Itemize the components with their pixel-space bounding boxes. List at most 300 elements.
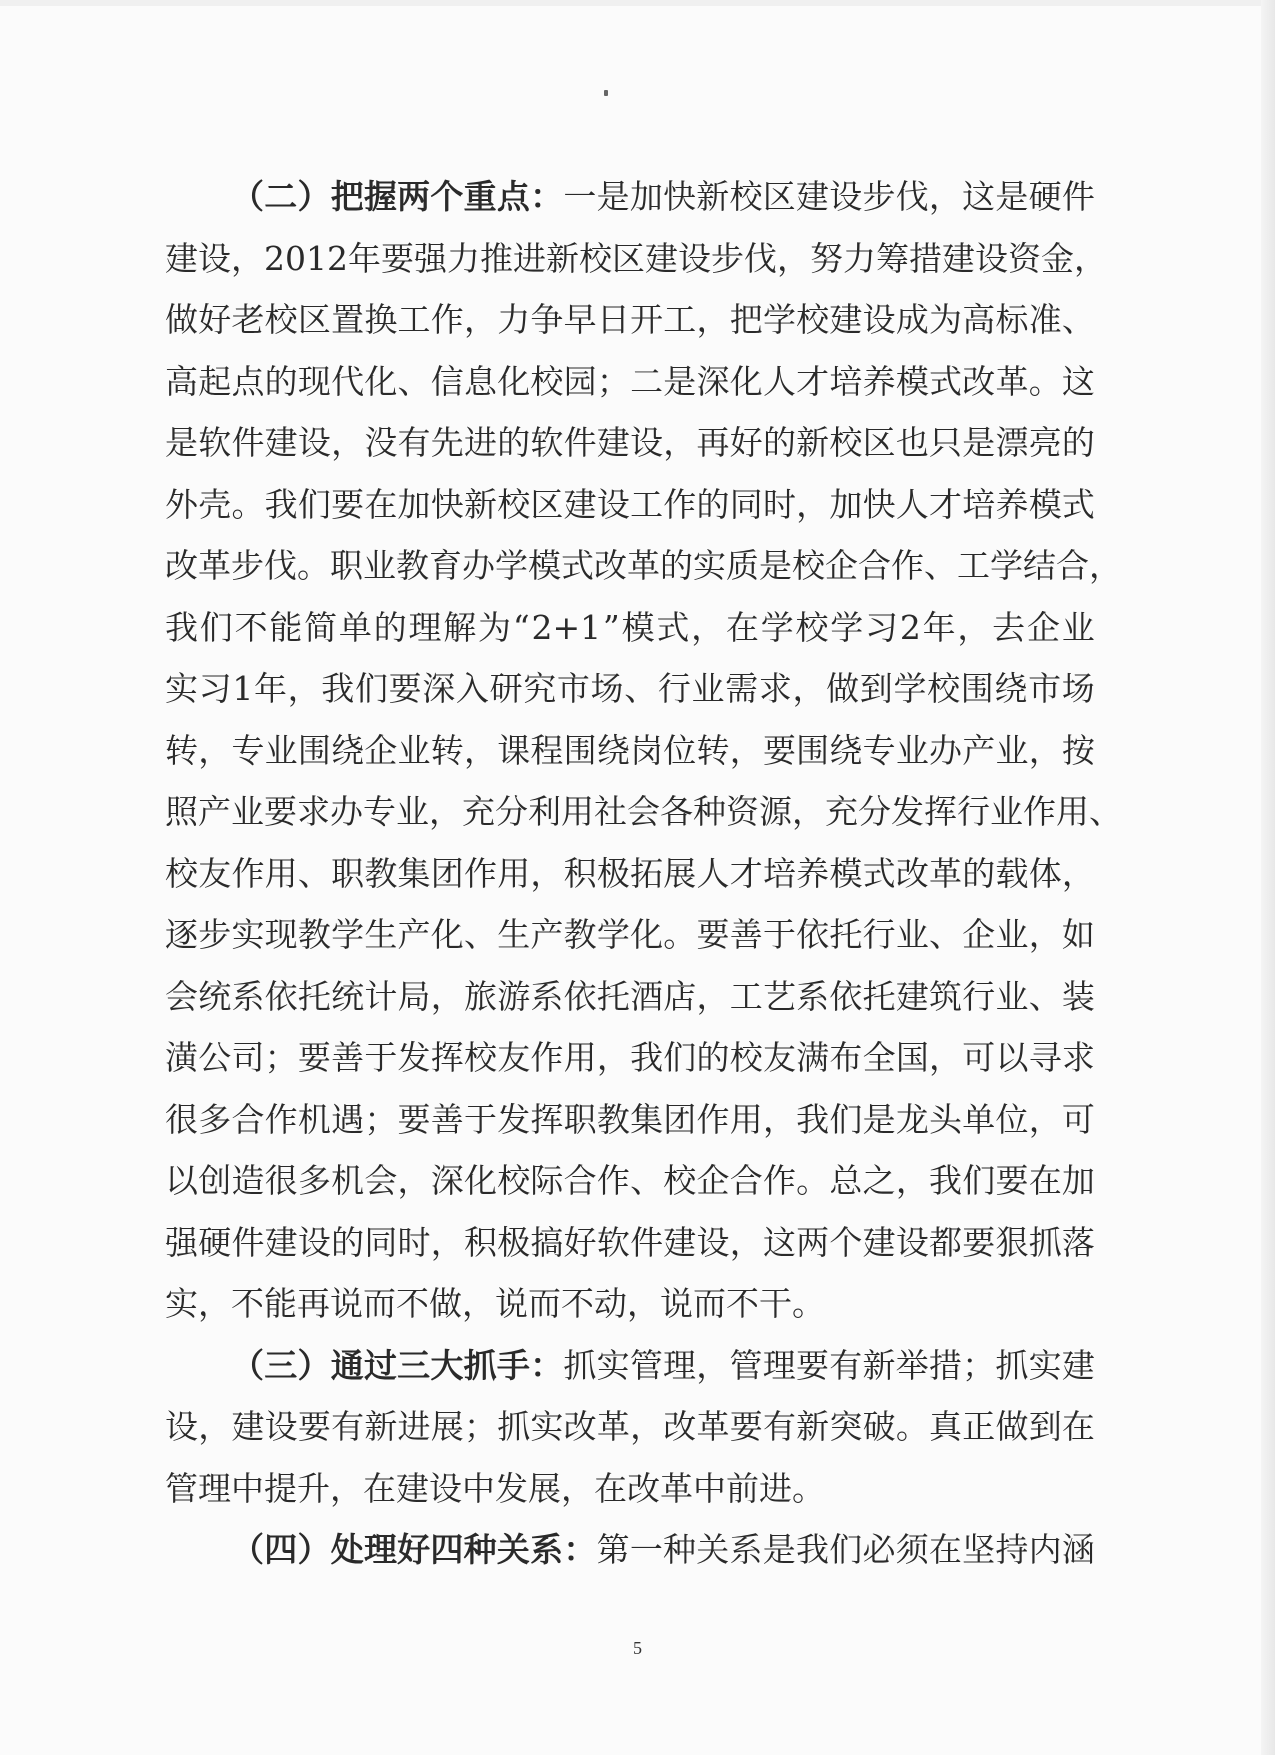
text-glyph: 我: [630, 1038, 664, 1077]
text-glyph: ；: [264, 1038, 298, 1077]
text-glyph: 进: [397, 1407, 431, 1446]
text-glyph: ”: [602, 607, 620, 647]
text-glyph: ，: [430, 1222, 464, 1262]
text-line: [165, 474, 1095, 536]
text-glyph: 的: [696, 484, 730, 524]
text-glyph: 友: [762, 1038, 796, 1077]
text-glyph: 而: [363, 1284, 396, 1323]
text-glyph: 管: [729, 1345, 763, 1385]
text-glyph: 模: [621, 607, 655, 647]
text-glyph: 2: [899, 607, 921, 647]
text-glyph: 2012: [264, 238, 348, 278]
text-glyph: 实: [693, 546, 726, 585]
text-glyph: 充: [462, 792, 495, 831]
text-glyph: 合: [729, 1161, 763, 1200]
text-glyph: 二: [630, 361, 664, 401]
page-number: 5: [633, 1638, 642, 1658]
text-glyph: 个: [829, 1222, 863, 1262]
text-glyph: 金: [1040, 238, 1074, 278]
text-glyph: 前: [726, 1468, 759, 1508]
text-glyph: 成: [895, 300, 929, 339]
text-glyph: 伐: [895, 177, 929, 216]
text-glyph: 于: [762, 915, 796, 954]
text-glyph: 是: [862, 1099, 896, 1139]
text-glyph: 时: [397, 1222, 431, 1262]
text-glyph: 改: [962, 361, 996, 401]
text-glyph: 友: [497, 1038, 531, 1077]
text-glyph: 作: [430, 300, 464, 339]
text-glyph: 建: [1061, 1345, 1095, 1385]
text-glyph: 工: [957, 546, 990, 585]
text-glyph: 统: [331, 976, 365, 1016]
text-glyph: 突: [829, 1407, 863, 1446]
text-glyph: 、: [397, 361, 431, 401]
text-glyph: ，: [331, 423, 365, 462]
text-glyph: 总: [829, 1161, 863, 1200]
text-glyph: 会: [627, 792, 660, 831]
text-glyph: 是: [762, 1530, 796, 1569]
text-glyph: 单: [338, 607, 372, 647]
text-glyph: 建: [264, 423, 298, 462]
text-glyph: 。: [297, 546, 330, 585]
text-glyph: 也: [895, 423, 929, 462]
text-glyph: 教: [396, 546, 429, 585]
text-glyph: 高: [962, 300, 996, 339]
text-glyph: 的: [373, 607, 407, 647]
text-glyph: 用: [1056, 792, 1089, 831]
heading-glyph: 两: [397, 177, 431, 216]
text-glyph: 合: [563, 1161, 597, 1200]
text-glyph: 的: [962, 853, 996, 893]
heading-glyph: 握: [363, 177, 397, 216]
text-glyph: 正: [962, 1407, 996, 1446]
text-glyph: 革: [198, 546, 231, 585]
text-glyph: 高: [165, 361, 198, 401]
text-glyph: 现: [297, 361, 331, 401]
text-glyph: 作: [696, 1099, 730, 1139]
text-glyph: 学: [830, 607, 864, 647]
text-line: [165, 1396, 1095, 1458]
text-glyph: ，: [1089, 546, 1122, 585]
text-glyph: 说: [495, 1284, 528, 1323]
text-glyph: 业: [990, 792, 1023, 831]
text-glyph: 专: [231, 730, 265, 770]
text-glyph: 载: [995, 853, 1029, 893]
text-glyph: ，: [729, 1222, 763, 1262]
text-glyph: 围: [960, 669, 994, 708]
text-glyph: ，: [929, 1038, 963, 1077]
text-glyph: 于: [463, 1099, 497, 1139]
text-glyph: 好: [563, 1222, 597, 1262]
text-glyph: 改: [165, 546, 198, 585]
text-glyph: 们: [663, 1038, 697, 1077]
text-glyph: 一: [563, 177, 597, 216]
text-glyph: 解: [443, 607, 477, 647]
text-glyph: ，: [762, 1099, 796, 1139]
text-glyph: 很: [264, 1161, 298, 1200]
text-glyph: 求: [297, 792, 330, 831]
text-glyph: 可: [1061, 1099, 1095, 1139]
text-glyph: 强: [165, 1222, 198, 1262]
text-glyph: 们: [962, 1161, 996, 1200]
text-line: [165, 966, 1095, 1028]
text-glyph: 步: [198, 915, 232, 954]
text-glyph: 建: [563, 484, 597, 524]
text-glyph: 产: [397, 915, 431, 954]
heading-glyph: （: [231, 1530, 264, 1569]
text-glyph: 求: [1061, 1038, 1095, 1077]
text-glyph: 业: [397, 730, 431, 770]
text-glyph: 、: [630, 1161, 664, 1200]
text-glyph: 的: [696, 1038, 730, 1077]
text-glyph: ，: [397, 1161, 431, 1200]
text-glyph: 艺: [762, 976, 796, 1016]
heading-glyph: 抓: [463, 1345, 497, 1385]
text-glyph: 做: [995, 1407, 1029, 1446]
text-glyph: 要: [380, 238, 414, 278]
text-glyph: 再: [696, 423, 730, 462]
text-glyph: 时: [762, 484, 796, 524]
text-glyph: 化: [430, 915, 464, 954]
text-glyph: 资: [1007, 238, 1041, 278]
text-glyph: 作: [596, 1161, 630, 1200]
heading-glyph: 点: [496, 177, 530, 216]
text-glyph: 步: [231, 546, 264, 585]
text-glyph: 壳: [198, 484, 232, 524]
text-glyph: 管: [165, 1468, 198, 1508]
text-glyph: 我: [264, 484, 298, 524]
text-glyph: 拓: [630, 853, 664, 893]
text-glyph: 在: [1061, 1407, 1095, 1446]
text-glyph: 新: [862, 1345, 896, 1385]
text-glyph: ，: [696, 1345, 730, 1385]
text-glyph: 校: [792, 546, 825, 585]
text-glyph: 设: [297, 1222, 331, 1262]
text-glyph: ，: [231, 238, 264, 278]
text-glyph: 新: [796, 1407, 830, 1446]
text-glyph: 学: [596, 915, 630, 954]
text-glyph: ，: [530, 853, 564, 893]
text-glyph: 遇: [331, 1099, 365, 1139]
text-glyph: 在: [725, 607, 759, 647]
text-glyph: 工: [663, 300, 697, 339]
text-glyph: 公: [198, 1038, 232, 1077]
text-glyph: 用: [264, 853, 298, 893]
text-glyph: ，: [1028, 730, 1062, 770]
text-glyph: 善: [331, 1038, 365, 1077]
text-glyph: 绕: [829, 730, 863, 770]
text-glyph: 两: [796, 1222, 830, 1262]
text-glyph: 新: [364, 1407, 398, 1446]
text-line: [165, 351, 1095, 413]
text-glyph: 生: [364, 915, 398, 954]
heading-glyph: ：: [530, 177, 564, 216]
text-glyph: 硬: [198, 1222, 232, 1262]
text-glyph: 学: [495, 546, 528, 585]
text-glyph: 围: [563, 730, 597, 770]
text-glyph: 托: [297, 976, 331, 1016]
text-glyph: 企: [1026, 607, 1060, 647]
text-glyph: 动: [594, 1284, 627, 1323]
text-glyph: 落: [1061, 1222, 1095, 1262]
text-glyph: 合: [1056, 546, 1089, 585]
text-glyph: 友: [198, 853, 232, 893]
text-line: [165, 597, 1095, 659]
text-glyph: 内: [1028, 1530, 1062, 1569]
text-glyph: 业: [995, 976, 1029, 1016]
text-glyph: 同: [729, 484, 763, 524]
text-glyph: 、: [463, 915, 497, 954]
text-glyph: 团: [430, 853, 464, 893]
text-glyph: 际: [530, 1161, 564, 1200]
text-glyph: 求: [758, 669, 792, 708]
text-glyph: 学: [760, 607, 794, 647]
text-glyph: 以: [165, 1161, 198, 1200]
text-glyph: 学: [331, 915, 365, 954]
text-glyph: 做: [826, 669, 860, 708]
text-glyph: 要: [397, 1099, 431, 1139]
text-glyph: 信: [430, 361, 464, 401]
text-glyph: 现: [264, 915, 298, 954]
text-glyph: 行: [657, 669, 691, 708]
text-glyph: 的: [762, 423, 796, 462]
text-glyph: 我: [321, 669, 355, 708]
text-glyph: 体: [1028, 853, 1062, 893]
heading-glyph: ）: [297, 1530, 331, 1569]
text-glyph: 会: [165, 976, 198, 1016]
text-glyph: ，: [776, 238, 810, 278]
text-glyph: 件: [231, 423, 265, 462]
text-glyph: 作: [463, 853, 497, 893]
text-glyph: 是: [995, 177, 1029, 216]
text-glyph: 建: [941, 238, 975, 278]
text-glyph: 校: [729, 177, 763, 216]
text-glyph: 转: [430, 730, 464, 770]
text-glyph: 要: [388, 669, 422, 708]
text-glyph: 入: [455, 669, 489, 708]
text-glyph: 要: [729, 1407, 763, 1446]
text-glyph: 业: [995, 915, 1029, 954]
text-glyph: 积: [563, 853, 597, 893]
text-glyph: 建: [231, 1407, 265, 1446]
text-glyph: 在: [1028, 1161, 1062, 1200]
text-glyph: 建: [396, 1468, 429, 1508]
text-glyph: 软: [596, 1222, 630, 1262]
text-glyph: 区: [762, 177, 796, 216]
text-glyph: 设: [677, 238, 711, 278]
text-glyph: 。: [1028, 361, 1062, 401]
text-glyph: 源: [759, 792, 792, 831]
text-glyph: 设: [630, 423, 664, 462]
text-glyph: 分: [495, 792, 528, 831]
text-glyph: 改: [895, 853, 929, 893]
text-glyph: 业: [995, 730, 1029, 770]
text-glyph: 培: [829, 361, 863, 401]
text-glyph: 关: [696, 1530, 730, 1569]
text-glyph: 业: [264, 730, 298, 770]
text-glyph: 展: [663, 853, 697, 893]
text-glyph: 的: [660, 546, 693, 585]
text-glyph: 绕: [596, 730, 630, 770]
heading-glyph: 四: [430, 1530, 464, 1569]
text-glyph: 理: [408, 607, 442, 647]
text-glyph: 业: [691, 669, 725, 708]
text-glyph: 能: [264, 1284, 297, 1323]
text-glyph: 起: [198, 361, 232, 401]
text-glyph: 产: [962, 730, 996, 770]
text-glyph: 要: [264, 792, 297, 831]
text-glyph: 第: [596, 1530, 630, 1569]
text-glyph: ；: [364, 1099, 398, 1139]
text-glyph: ，: [627, 1284, 660, 1323]
text-glyph: 质: [726, 546, 759, 585]
text-glyph: 校: [463, 1038, 497, 1077]
text-glyph: 、: [929, 915, 963, 954]
text-line: [165, 904, 1095, 966]
text-glyph: 不: [396, 1284, 429, 1323]
text-glyph: 力: [497, 300, 531, 339]
text-glyph: 改: [563, 1407, 597, 1446]
text-glyph: 到: [859, 669, 893, 708]
text-glyph: 年: [253, 669, 287, 708]
text-glyph: 需: [725, 669, 759, 708]
text-glyph: 作: [530, 1038, 564, 1077]
text-glyph: 发: [397, 1038, 431, 1077]
text-glyph: 化: [364, 361, 398, 401]
text-line: [165, 1519, 1095, 1581]
scan-edge-top: [0, 0, 1275, 6]
text-glyph: 布: [829, 1038, 863, 1077]
text-glyph: 设: [829, 177, 863, 216]
text-glyph: 可: [962, 1038, 996, 1077]
text-glyph: 式: [862, 853, 896, 893]
text-glyph: 年: [347, 238, 381, 278]
text-glyph: 校: [530, 361, 564, 401]
text-glyph: 人: [762, 361, 796, 401]
text-glyph: ，: [430, 976, 464, 1016]
text-glyph: 设: [198, 238, 231, 278]
heading-glyph: 理: [363, 1530, 397, 1569]
text-glyph: 是: [596, 177, 630, 216]
text-glyph: 。: [792, 1284, 825, 1323]
text-glyph: 快: [430, 484, 464, 524]
text-glyph: 要: [795, 1345, 829, 1385]
text-glyph: 程: [530, 730, 564, 770]
text-glyph: 换: [364, 300, 398, 339]
text-glyph: 只: [929, 423, 963, 462]
text-glyph: 早: [563, 300, 597, 339]
text-glyph: 课: [497, 730, 531, 770]
text-glyph: 力: [842, 238, 876, 278]
text-glyph: 改: [627, 1468, 660, 1508]
text-line: [165, 289, 1095, 351]
text-glyph: 为: [478, 607, 512, 647]
text-glyph: 式: [929, 361, 963, 401]
text-glyph: 们: [297, 484, 331, 524]
text-glyph: ，: [596, 1038, 630, 1077]
text-glyph: 式: [656, 607, 690, 647]
heading-glyph: 大: [430, 1345, 464, 1385]
text-glyph: 职: [330, 546, 363, 585]
text-glyph: 理: [663, 1345, 697, 1385]
text-glyph: 们: [199, 607, 233, 647]
text-glyph: 学: [762, 300, 796, 339]
text-glyph: 统: [198, 976, 232, 1016]
text-glyph: 在: [594, 1468, 627, 1508]
text-glyph: 件: [630, 1222, 664, 1262]
text-glyph: 化: [729, 361, 763, 401]
document-body: [165, 166, 1122, 1581]
text-glyph: 的: [1061, 423, 1095, 462]
text-glyph: 极: [596, 853, 630, 893]
text-glyph: 这: [962, 177, 996, 216]
text-glyph: 不: [561, 1284, 594, 1323]
text-line: [165, 720, 1095, 782]
text-glyph: 资: [726, 792, 759, 831]
text-glyph: ，: [1073, 238, 1107, 278]
text-glyph: 建: [829, 300, 863, 339]
text-glyph: 会: [364, 1161, 398, 1200]
text-glyph: 实: [165, 1284, 198, 1323]
text-glyph: 措: [928, 1345, 962, 1385]
text-glyph: 快: [862, 484, 896, 524]
text-glyph: 一: [629, 1530, 663, 1569]
text-glyph: ，: [429, 792, 462, 831]
text-glyph: 代: [331, 361, 365, 401]
text-glyph: 革: [596, 1407, 630, 1446]
text-glyph: 式: [561, 546, 594, 585]
text-glyph: 升: [297, 1468, 330, 1508]
text-glyph: 职: [563, 1099, 597, 1139]
text-glyph: 快: [663, 177, 697, 216]
text-glyph: 件: [563, 423, 597, 462]
heading-glyph: 通: [330, 1345, 364, 1385]
text-glyph: 、: [924, 546, 957, 585]
text-glyph: 好: [729, 423, 763, 462]
text-glyph: 集: [630, 1099, 664, 1139]
text-glyph: 教: [297, 915, 331, 954]
text-glyph: 种: [663, 1530, 697, 1569]
text-glyph: 单: [962, 1099, 996, 1139]
text-glyph: ；: [596, 361, 630, 401]
text-glyph: 步: [710, 238, 744, 278]
heading-glyph: 三: [397, 1345, 431, 1385]
text-glyph: 行: [862, 915, 896, 954]
text-glyph: 简: [304, 607, 338, 647]
text-glyph: 新: [463, 484, 497, 524]
text-glyph: ，: [691, 607, 725, 647]
text-glyph: 、: [624, 669, 658, 708]
text-glyph: 设: [165, 1407, 198, 1446]
text-glyph: 校: [795, 607, 829, 647]
text-glyph: 是: [663, 361, 697, 401]
text-glyph: 绕: [331, 730, 365, 770]
text-glyph: 作: [663, 484, 697, 524]
text-glyph: 业: [895, 730, 929, 770]
text-glyph: 实: [231, 915, 265, 954]
text-glyph: 计: [364, 976, 398, 1016]
text-glyph: 实: [165, 669, 198, 708]
text-glyph: 行: [957, 792, 990, 831]
text-glyph: 搞: [530, 1222, 564, 1262]
text-glyph: 依: [563, 976, 597, 1016]
text-glyph: 生: [497, 915, 531, 954]
text-glyph: 酒: [630, 976, 664, 1016]
text-glyph: 市: [1028, 669, 1062, 708]
text-glyph: ，: [463, 300, 497, 339]
text-glyph: 理: [198, 1468, 231, 1508]
text-glyph: 校: [165, 853, 198, 893]
